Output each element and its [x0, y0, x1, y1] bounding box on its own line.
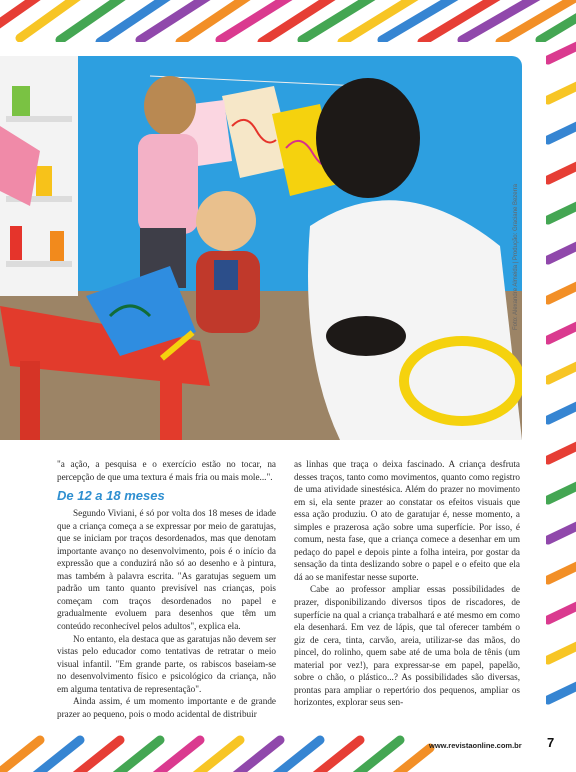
page-number: 7 — [547, 735, 555, 750]
section-subheading: De 12 a 18 meses — [57, 488, 165, 504]
paragraph: Cabe ao professor ampliar essas possibilidades de prazer, disponibilizando diversos tipos de riscadores, de superfície na qual a criança trabalhará e até mesmo em como ela desenhará. Em vez de lápis, que tal oferecer também o giz de cera, tinta, carvão, areia, utilizar-se das mãos, do pincel, do rolinho, quem sabe até de uma bola de tênis (um material por vez!), para expressar-se em papel, papelão, sobre o chão, o plástico...? As possibilidades são diversas, prontas para ampliar o repertório dos pequenos, ampliar os horizontes, explorar seus sen- — [294, 584, 520, 708]
article-column-right — [294, 458, 520, 709]
paragraph: Ainda assim, é um momento importante e de grande prazer ao pequeno, pois o modo acidental de distribuir — [57, 696, 276, 719]
paragraph: "a ação, a pesquisa e o exercício estão no tocar, na percepção de que uma textura é mais fria ou mais mole...". — [57, 459, 276, 482]
paragraph: Segundo Viviani, é só por volta dos 18 meses de idade que a criança começa a se expressar por meio de garatujas, que se iniciam por traços desordenados, mas que denotam importante avanço no desenvolvimento, pois é o início da expressão que a conduzirá não só ao desenho e à pintura, mas também à palavra escrita. "As garatujas seguem um padrão um tanto quanto previsível nas crianças, pois começam com traços desordenados no papel e gradualmente evoluem para desenhos que têm um conteúdo reconhecível pelos adultos", explica ela. — [57, 508, 276, 632]
photo-credit: Foto: Alexandre Almeida | Produção: Graciane Bezerra — [513, 184, 519, 330]
footer-url: www.revistaonline.com.br — [429, 741, 522, 750]
paragraph: as linhas que traça o deixa fascinado. A criança desfruta desses traços, tanto como movimentos, quanto como registro de uma atividade sinestésica. Além do prazer no movimento em si, ela sente prazer ao constatar os efeitos visuais que essa ação produziu. O ato de garatujar é, nesse momento, a simples e prazerosa ação sobre uma superfície. Por isso, é comum, nesta fase, que a criança comece a desenhar em um pedaço do papel e depois pinte a folha inteira, por gostar da sensação da tinta deslizando sobre o papel e o efeito que ela dá ao se manifestar nesse suporte. — [294, 459, 520, 582]
article-column-left — [57, 458, 276, 720]
article-photo — [0, 56, 522, 440]
paragraph: No entanto, ela destaca que as garatujas não devem ser vistas pelo educador como tentativas de retratar o meio visual infantil. "Em grande parte, os rabiscos baseiam-se no desenvolvimento físico e psicológico da criança, não em alguma tentativa de representação". — [57, 633, 276, 694]
